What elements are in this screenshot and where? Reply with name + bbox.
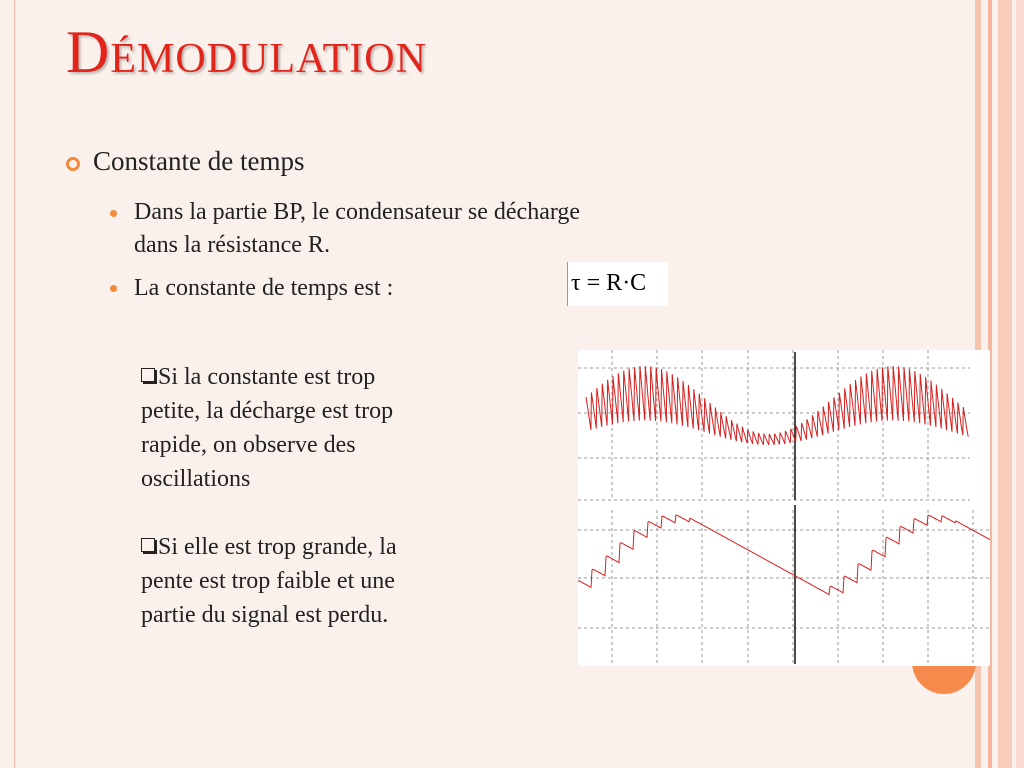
paragraph-small-constant xyxy=(141,360,521,496)
text-line: partie du signal est perdu. xyxy=(141,602,389,628)
oscilloscope-image xyxy=(578,350,990,666)
bullet-level2-discharge xyxy=(134,196,580,262)
right-stripe xyxy=(1016,0,1024,768)
text-line: Dans la partie BP, le condensateur se décharge xyxy=(134,199,581,225)
oscilloscope-traces xyxy=(578,350,990,666)
text-line: oscillations xyxy=(141,466,251,492)
right-stripe xyxy=(998,0,1012,768)
text-line: petite, la décharge est trop xyxy=(141,398,394,424)
text-line: Si elle est trop grande, la xyxy=(141,530,521,564)
bullet-level1: Constante de temps xyxy=(93,146,305,176)
formula-image xyxy=(567,262,668,306)
formula-text: τ = R·C xyxy=(571,270,647,296)
checkbox-bullet-icon xyxy=(141,368,155,382)
text-line: pente est trop faible et une xyxy=(141,568,395,594)
page-title: Démodulation xyxy=(66,19,427,85)
left-border xyxy=(14,0,15,768)
bullet-circle-icon xyxy=(66,157,80,171)
bullet-dot-icon xyxy=(110,210,117,217)
paragraph-large-constant xyxy=(141,530,521,632)
text-line: Si la constante est trop xyxy=(141,360,521,394)
bullet-level2-constant: La constante de temps est : xyxy=(134,275,394,301)
text-line: dans la résistance R. xyxy=(134,232,330,258)
text-line: rapide, on observe des xyxy=(141,432,356,458)
bullet-dot-icon xyxy=(110,285,117,292)
checkbox-bullet-icon xyxy=(141,538,155,552)
